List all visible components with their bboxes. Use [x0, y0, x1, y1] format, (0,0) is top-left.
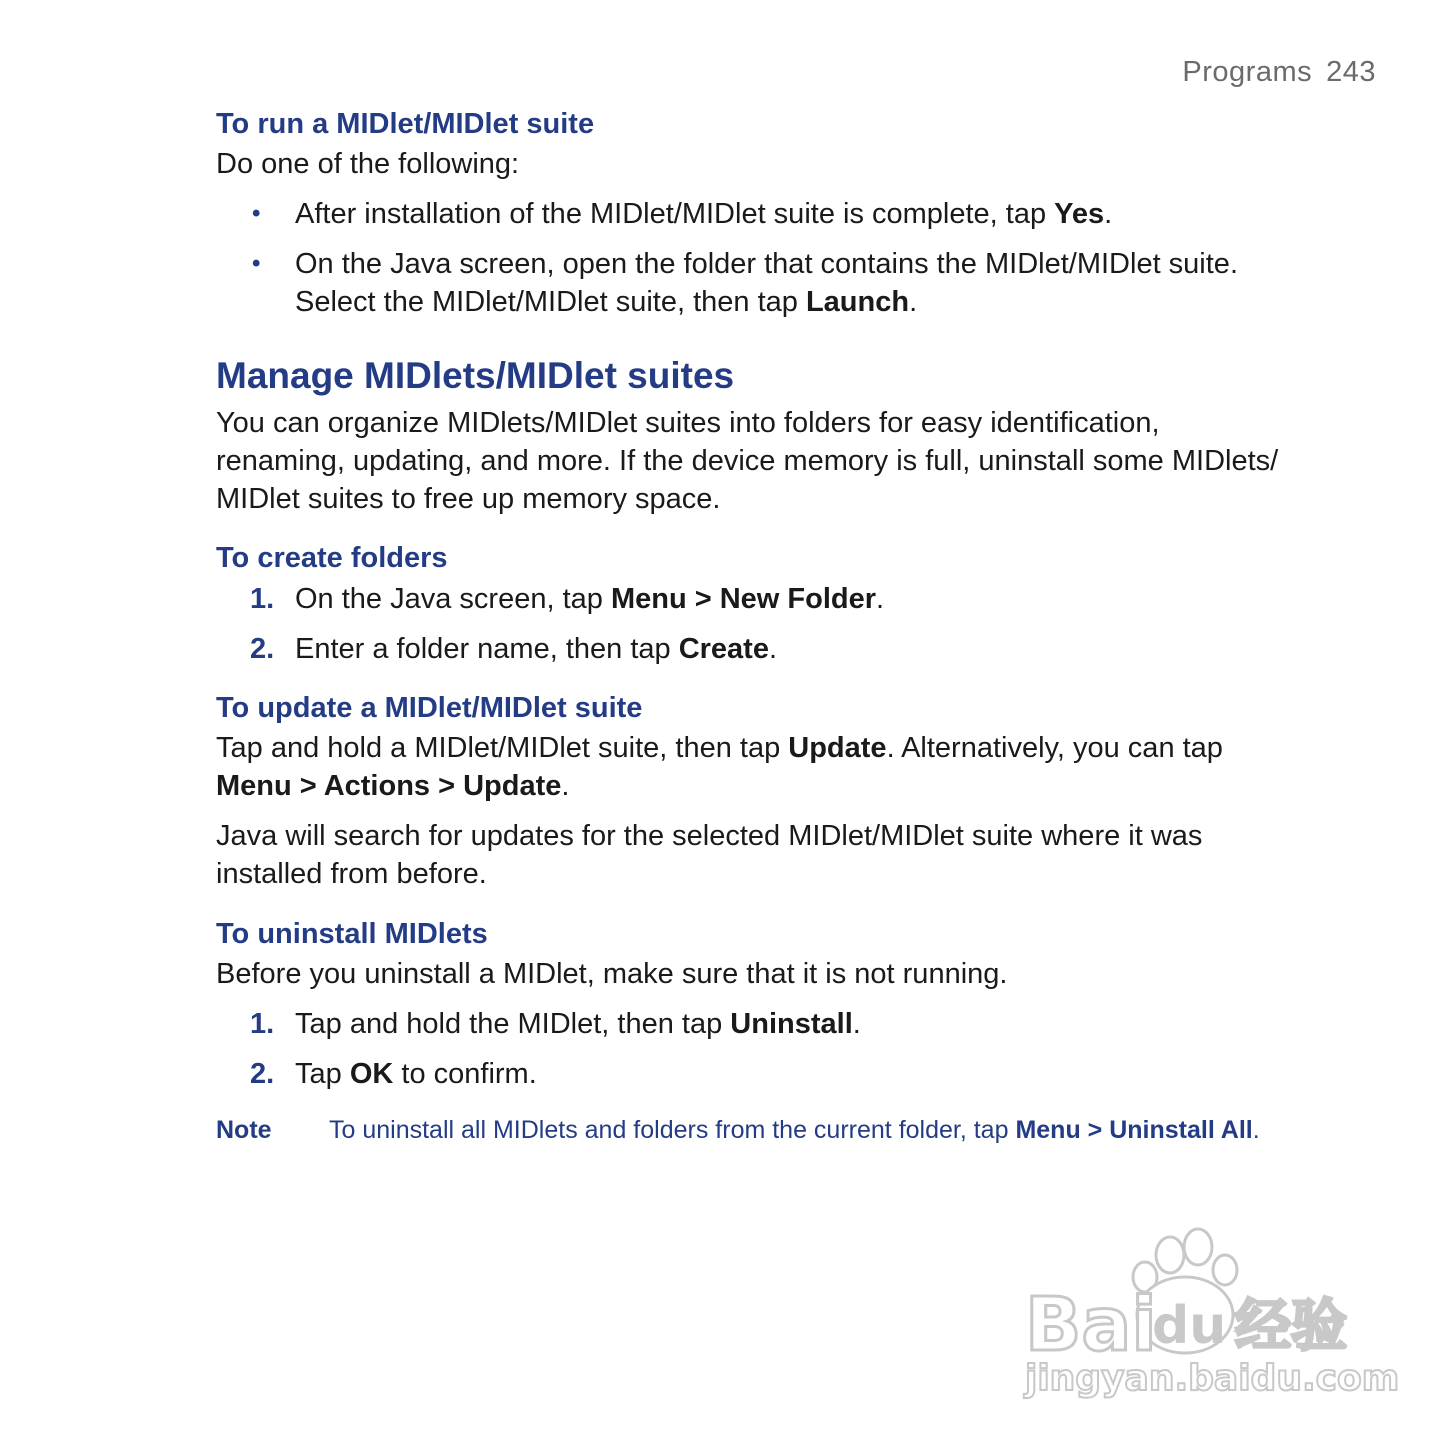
step-number: 1. — [250, 1008, 275, 1040]
update-paragraph-1: Tap and hold a MIDlet/MIDlet suite, then tap Update. Alternatively, you can tap Menu > Actions > Update. — [216, 732, 1223, 802]
bullet-icon: • — [252, 200, 261, 227]
note-label: Note — [216, 1116, 272, 1144]
svg-text:经验: 经验 — [1235, 1294, 1347, 1359]
bullet-icon: • — [252, 250, 261, 277]
uninstall-intro: Before you uninstall a MIDlet, make sure that it is not running. — [216, 958, 1008, 990]
uninstall-heading: To uninstall MIDlets — [216, 918, 488, 950]
svg-text:Bai: Bai — [1025, 1282, 1157, 1368]
manage-heading: Manage MIDlets/MIDlet suites — [216, 355, 735, 396]
section-name: Programs — [1182, 56, 1313, 88]
svg-text:jingyan.baidu.com: jingyan.baidu.com — [1025, 1358, 1400, 1399]
running-header — [1182, 56, 1376, 89]
step-number: 2. — [250, 1058, 275, 1090]
baidu-watermark-logo — [1020, 1225, 1400, 1399]
create-heading: To create folders — [216, 542, 448, 574]
run-heading: To run a MIDlet/MIDlet suite — [216, 108, 595, 140]
run-intro: Do one of the following: — [216, 148, 520, 180]
note-text: To uninstall all MIDlets and folders from the current folder, tap Menu > Uninstall All. — [329, 1116, 1260, 1144]
page-number: 243 — [1326, 56, 1376, 88]
update-paragraph-2: Java will search for updates for the selected MIDlet/MIDlet suite where it was installed from before. — [216, 820, 1203, 890]
update-heading: To update a MIDlet/MIDlet suite — [216, 692, 643, 724]
step-number: 2. — [250, 633, 275, 665]
svg-text:du: du — [1152, 1296, 1227, 1356]
manage-paragraph: You can organize MIDlets/MIDlet suites into folders for easy identification, renaming, updating, and more. If the device memory is full, uninstall some MIDlets/ MIDlet suites to free up memory space. — [216, 407, 1279, 515]
step-number: 1. — [250, 583, 275, 615]
